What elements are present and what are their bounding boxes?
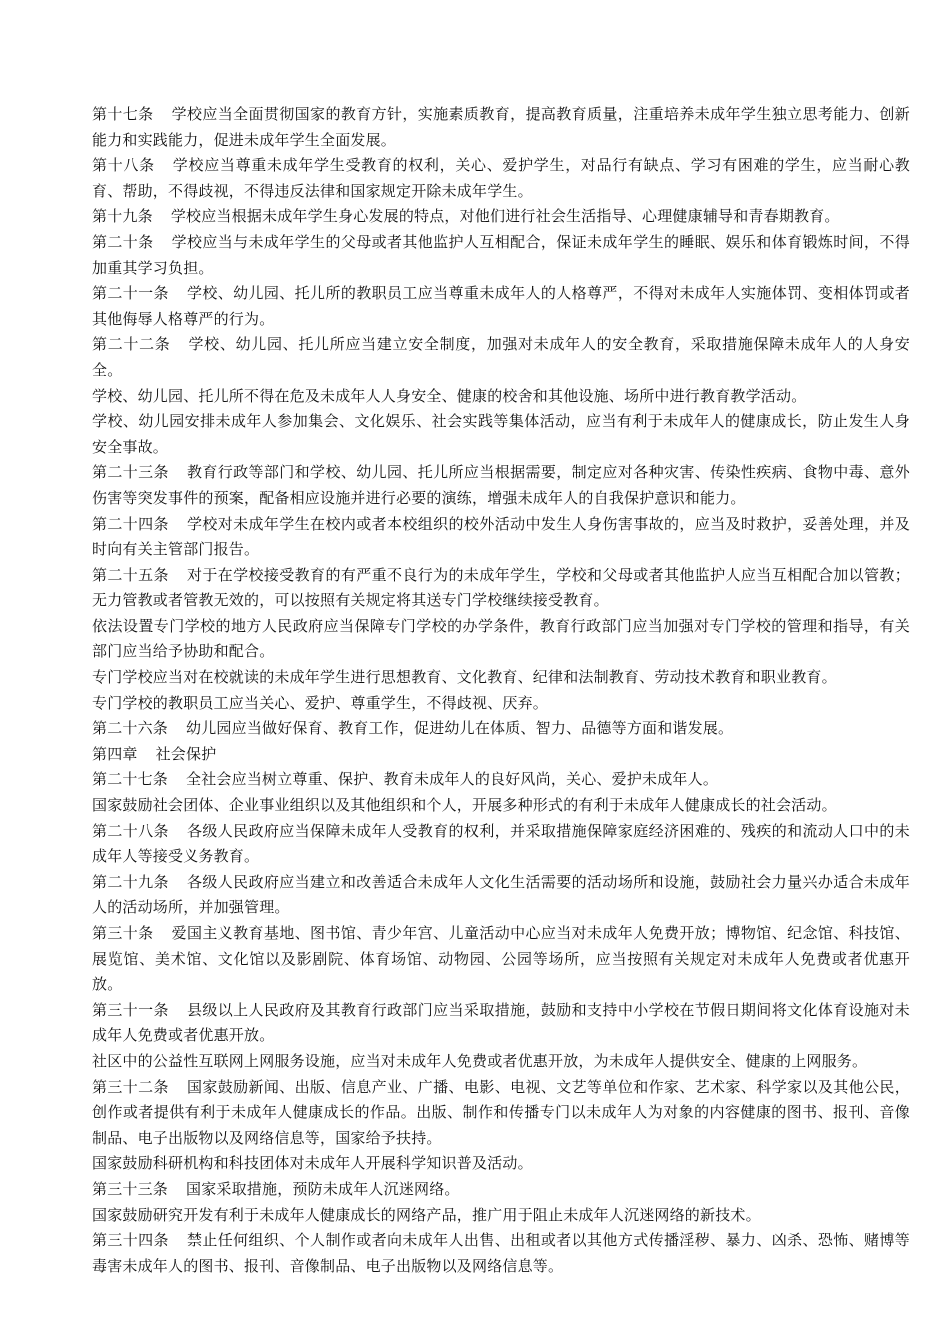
article-number: 第三十四条 <box>92 1231 169 1250</box>
paragraph <box>92 102 910 153</box>
paragraph <box>92 1075 910 1152</box>
paragraph <box>92 512 910 563</box>
article-text: 学校应当与未成年学生的父母或者其他监护人互相配合，保证未成年学生的睡眠、娱乐和体育锻炼时间，不得加重其学习负担。 <box>92 232 910 277</box>
article-text: 依法设置专门学校的地方人民政府应当保障专门学校的办学条件，教育行政部门应当加强对专门学校的管理和指导，有关部门应当给予协助和配合。 <box>92 616 910 661</box>
paragraph <box>92 1177 910 1203</box>
paragraph <box>92 384 910 410</box>
article-number: 第二十四条 <box>92 514 169 533</box>
article-text: 专门学校应当对在校就读的未成年学生进行思想教育、文化教育、纪律和法制教育、劳动技术教育和职业教育。 <box>92 668 837 687</box>
paragraph <box>92 716 910 742</box>
article-text: 学校应当尊重未成年学生受教育的权利，关心、爱护学生，对品行有缺点、学习有困难的学生，应当耐心教育、帮助，不得歧视，不得违反法律和国家规定开除未成年学生。 <box>92 156 911 200</box>
article-text: 爱国主义教育基地、图书馆、青少年宫、儿童活动中心应当对未成年人免费开放；博物馆、纪念馆、科技馆、展览馆、美术馆、文化馆以及影剧院、体育场馆、动物园、公园等场所，应当按照有关规定对未成年人免费或者优惠开放。 <box>92 924 910 994</box>
article-text: 国家鼓励科研机构和科技团体对未成年人开展科学知识普及活动。 <box>92 1154 533 1173</box>
article-number: 第三十三条 <box>92 1179 169 1198</box>
article-number: 第三十条 <box>92 924 154 942</box>
paragraph <box>92 998 910 1049</box>
article-text: 各级人民政府应当建立和改善适合未成年人文化生活需要的活动场所和设施，鼓励社会力量兴办适合未成年人的活动场所，并加强管理。 <box>92 872 910 917</box>
article-number: 第二十九条 <box>92 872 169 891</box>
paragraph <box>92 870 910 921</box>
article-text: 国家鼓励社会团体、企业事业组织以及其他组织和个人，开展多种形式的有利于未成年人健康成长的社会活动。 <box>92 796 837 815</box>
article-text: 县级以上人民政府及其教育行政部门应当采取措施，鼓励和支持中小学校在节假日期间将文化体育设施对未成年人免费或者优惠开放。 <box>92 1000 910 1045</box>
article-text: 教育行政等部门和学校、幼儿园、托儿所应当根据需要，制定应对各种灾害、传染性疾病、食物中毒、意外伤害等突发事件的预案，配备相应设施并进行必要的演练，增强未成年人的自我保护意识和能力。 <box>92 463 910 507</box>
article-text: 学校对未成年学生在校内或者本校组织的校外活动中发生人身伤害事故的，应当及时救护，妥善处理，并及时向有关主管部门报告。 <box>92 514 910 559</box>
article-text: 社区中的公益性互联网上网服务设施，应当对未成年人免费或者优惠开放，为未成年人提供安全、健康的上网服务。 <box>92 1051 868 1070</box>
paragraph <box>92 819 910 870</box>
paragraph <box>92 1151 910 1177</box>
article-number: 第二十八条 <box>92 821 169 840</box>
paragraph <box>92 614 910 665</box>
paragraph <box>92 563 910 614</box>
article-text: 专门学校的教职员工应当关心、爱护、尊重学生，不得歧视、厌弃。 <box>92 693 549 712</box>
article-number: 第二十一条 <box>92 284 169 303</box>
article-text: 国家鼓励新闻、出版、信息产业、广播、电影、电视、文艺等单位和作家、艺术家、科学家以及其他公民，创作或者提供有利于未成年人健康成长的作品。出版、制作和传播专门以未成年人为对象的内容健康的图书、报刊、音像制品、电子出版物以及网络信息等，国家给予扶持。 <box>92 1077 910 1147</box>
paragraph <box>92 1049 910 1075</box>
article-number: 第二十三条 <box>92 463 169 482</box>
article-text: 学校、幼儿园安排未成年人参加集会、文化娱乐、社会实践等集体活动，应当有利于未成年人的健康成长，防止发生人身安全事故。 <box>92 412 910 456</box>
paragraph <box>92 1228 910 1279</box>
paragraph <box>92 793 910 819</box>
paragraph <box>92 1203 910 1229</box>
paragraph <box>92 665 910 691</box>
paragraph <box>92 281 910 332</box>
article-number: 第二十二条 <box>92 335 171 354</box>
article-text: 学校应当全面贯彻国家的教育方针，实施素质教育，提高教育质量，注重培养未成年学生独立思考能力、创新能力和实践能力，促进未成年学生全面发展。 <box>92 105 910 149</box>
article-text: 国家鼓励研究开发有利于未成年人健康成长的网络产品，推广用于阻止未成年人沉迷网络的新技术。 <box>92 1205 761 1224</box>
chapter-number: 第四章 <box>92 744 138 763</box>
article-text: 幼儿园应当做好保育、教育工作，促进幼儿在体质、智力、品德等方面和谐发展。 <box>186 719 734 738</box>
article-number: 第三十一条 <box>92 1000 169 1019</box>
paragraph <box>92 460 910 511</box>
paragraph <box>92 204 910 230</box>
article-text: 各级人民政府应当保障未成年人受教育的权利，并采取措施保障家庭经济困难的、残疾的和流动人口中的未成年人等接受义务教育。 <box>92 821 910 866</box>
article-text: 学校、幼儿园、托儿所应当建立安全制度，加强对未成年人的安全教育，采取措施保障未成年人的人身安全。 <box>92 335 910 379</box>
article-text: 全社会应当树立尊重、保护、教育未成年人的良好风尚，关心、爱护未成年人。 <box>186 770 719 789</box>
paragraph <box>92 409 910 460</box>
article-text: 禁止任何组织、个人制作或者向未成年人出售、出租或者以其他方式传播淫秽、暴力、凶杀、恐怖、赌博等毒害未成年人的图书、报刊、音像制品、电子出版物以及网络信息等。 <box>92 1231 910 1275</box>
paragraph <box>92 153 910 204</box>
article-number: 第三十二条 <box>92 1077 169 1096</box>
article-text: 学校、幼儿园、托儿所不得在危及未成年人人身安全、健康的校舍和其他设施、场所中进行教育教学活动。 <box>92 386 807 405</box>
paragraph <box>92 332 910 383</box>
article-number: 第二十六条 <box>92 719 169 738</box>
chapter-title: 社会保护 <box>155 744 217 763</box>
article-number: 第十八条 <box>92 156 155 175</box>
article-number: 第十七条 <box>92 105 154 123</box>
paragraph <box>92 921 910 998</box>
article-number: 第二十七条 <box>92 770 169 789</box>
article-text: 对于在学校接受教育的有严重不良行为的未成年学生，学校和父母或者其他监护人应当互相配合加以管教；无力管教或者管教无效的，可以按照有关规定将其送专门学校继续接受教育。 <box>92 565 910 610</box>
article-number: 第十九条 <box>92 207 153 226</box>
document-body <box>92 102 910 1279</box>
article-number: 第二十五条 <box>92 565 169 584</box>
paragraph <box>92 691 910 717</box>
article-number: 第二十条 <box>92 232 154 251</box>
article-text: 国家采取措施，预防未成年人沉迷网络。 <box>186 1179 460 1198</box>
chapter-heading <box>92 742 910 768</box>
paragraph <box>92 767 910 793</box>
paragraph <box>92 230 910 281</box>
article-text: 学校应当根据未成年学生身心发展的特点，对他们进行社会生活指导、心理健康辅导和青春期教育。 <box>170 207 840 226</box>
article-text: 学校、幼儿园、托儿所的教职员工应当尊重未成年人的人格尊严，不得对未成年人实施体罚、变相体罚或者其他侮辱人格尊严的行为。 <box>92 284 910 328</box>
